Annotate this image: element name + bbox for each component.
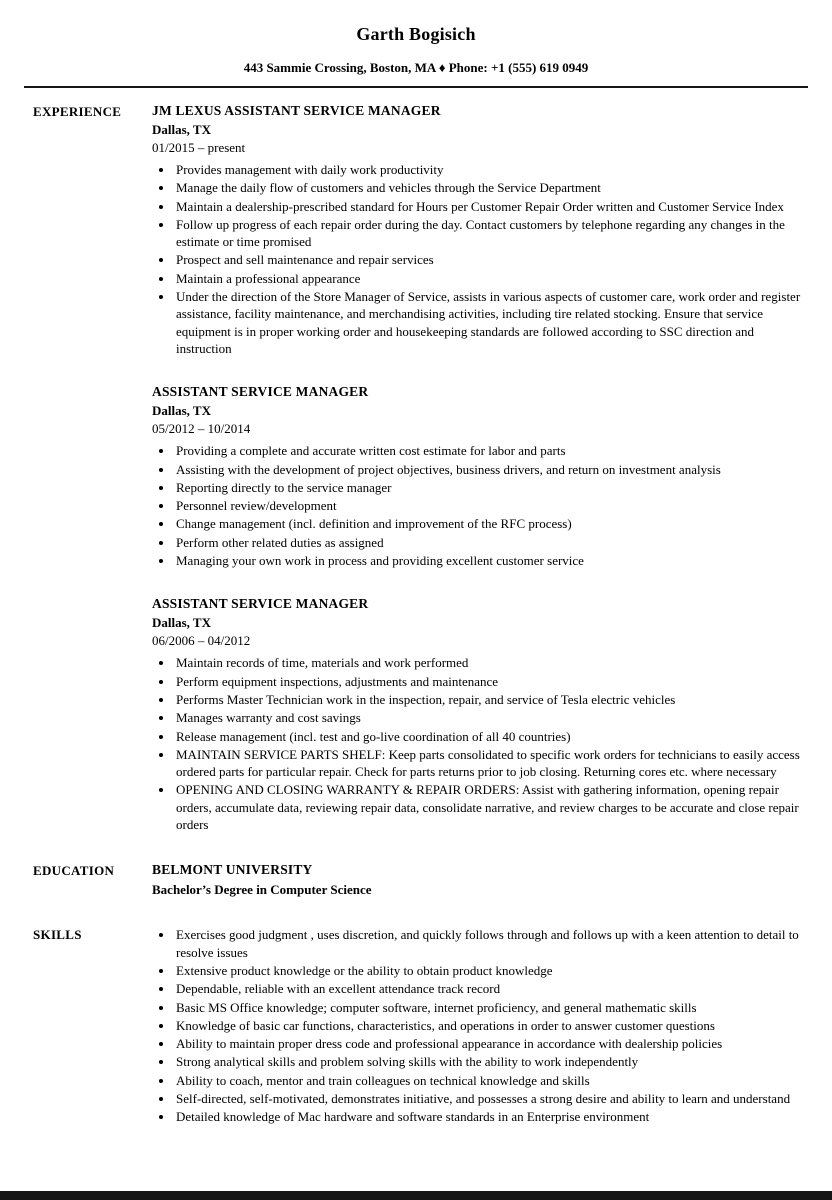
job-bullet-list (152, 654, 808, 833)
bullet-item: • Extensive product knowledge or the ability to obtain product knowledge (174, 962, 808, 979)
bullet-item: • Exercises good judgment , uses discretion, and quickly follows through and follows up with a keen attention to detail to resolve issues (174, 926, 808, 961)
job-title: ASSISTANT SERVICE MANAGER (152, 596, 369, 612)
bullet-item: • Maintain a professional appearance (174, 270, 808, 287)
section-label-education: EDUCATION (33, 863, 115, 879)
job-bullet-list (152, 442, 808, 569)
bullet-item: • Providing a complete and accurate written cost estimate for labor and parts (174, 442, 808, 459)
job-entry-3 (152, 596, 808, 833)
bullet-item: • Maintain a dealership-prescribed standard for Hours per Customer Repair Order written and Customer Service Index (174, 198, 808, 215)
section-experience (0, 103, 832, 834)
experience-content (152, 103, 808, 834)
bullet-item: • Ability to maintain proper dress code and professional appearance in accordance with dealership policies (174, 1035, 808, 1052)
section-label-experience: EXPERIENCE (33, 104, 122, 119)
bullet-item: • MAINTAIN SERVICE PARTS SHELF: Keep parts consolidated to specific work orders for technicians to easily access ordered parts for particular repair. Check for parts returns prior to job closing. Returning cores etc. where necessary (174, 746, 808, 781)
bullet-item: • Personnel review/development (174, 497, 808, 514)
bullet-item: • Basic MS Office knowledge; computer software, internet proficiency, and general mathematic skills (174, 999, 808, 1016)
bullet-item: • Dependable, reliable with an excellent attendance track record (174, 980, 808, 997)
bullet-item: • Assisting with the development of project objectives, business drivers, and return on investment analysis (174, 461, 808, 478)
bullet-item: • Knowledge of basic car functions, characteristics, and operations in order to answer customer questions (174, 1017, 808, 1034)
bullet-item: • Change management (incl. definition and improvement of the RFC process) (174, 515, 808, 532)
section-skills (0, 926, 832, 1126)
skills-bullet-list (152, 926, 808, 1125)
bullet-item: • Managing your own work in process and providing excellent customer service (174, 552, 808, 569)
job-dates: 05/2012 – 10/2014 (152, 421, 251, 437)
job-entry-1 (152, 103, 808, 357)
bullet-item: • Follow up progress of each repair order during the day. Contact customers by telephone regarding any changes in the estimate or time promised (174, 216, 808, 251)
bullet-item: • Maintain records of time, materials and work performed (174, 654, 808, 671)
job-dates: 06/2006 – 04/2012 (152, 633, 251, 649)
job-dates: 01/2015 – present (152, 140, 246, 155)
bullet-item: • Reporting directly to the service manager (174, 479, 808, 496)
bullet-item: • Release management (incl. test and go-live coordination of all 40 countries) (174, 728, 808, 745)
section-education (0, 862, 832, 898)
job-title: ASSISTANT SERVICE MANAGER (152, 384, 369, 400)
bullet-item: • Manages warranty and cost savings (174, 709, 808, 726)
job-location: Dallas, TX (152, 403, 211, 419)
education-degree: Bachelor’s Degree in Computer Science (152, 882, 372, 898)
bullet-item: • Detailed knowledge of Mac hardware and software standards in an Enterprise environment (174, 1108, 808, 1125)
bullet-item: • Strong analytical skills and problem solving skills with the ability to work independently (174, 1053, 808, 1070)
job-location: Dallas, TX (152, 122, 211, 137)
header-divider (24, 86, 808, 88)
person-name: Garth Bogisich (356, 24, 476, 44)
education-content (152, 862, 808, 898)
education-school: BELMONT UNIVERSITY (152, 862, 313, 878)
bullet-item: • Performs Master Technician work in the inspection, repair, and service of Tesla electric vehicles (174, 691, 808, 708)
bullet-item: • Under the direction of the Store Manager of Service, assists in various aspects of customer care, work order and register assistance, facility maintenance, and merchandising activities, including tire related stocking. Ensure that service equipment is in proper working order and housekeeping standards are followed according to SSC direction and instruction (174, 288, 808, 357)
job-location: Dallas, TX (152, 615, 211, 631)
bottom-bar (0, 1191, 832, 1200)
bullet-item: • Manage the daily flow of customers and vehicles through the Service Department (174, 179, 808, 196)
bullet-item: • Self-directed, self-motivated, demonstrates initiative, and possesses a strong desire and ability to learn and understand (174, 1090, 808, 1107)
bullet-item: • OPENING AND CLOSING WARRANTY & REPAIR ORDERS: Assist with gathering information, opening repair orders, accumulate data, reviewing repair data, consolidate narrative, and review charges to be accurate and close repair orders (174, 781, 808, 833)
job-bullet-list (152, 161, 808, 357)
bullet-item: • Perform other related duties as assigned (174, 534, 808, 551)
job-title: JM LEXUS ASSISTANT SERVICE MANAGER (152, 103, 441, 118)
bullet-item: • Provides management with daily work productivity (174, 161, 808, 178)
bullet-item: • Ability to coach, mentor and train colleagues on technical knowledge and skills (174, 1072, 808, 1089)
job-entry-2 (152, 384, 808, 569)
contact-line: 443 Sammie Crossing, Boston, MA ♦ Phone: +1 (555) 619 0949 (243, 60, 589, 75)
section-label-skills: SKILLS (33, 927, 82, 943)
resume-header (0, 0, 832, 88)
bullet-item: • Perform equipment inspections, adjustments and maintenance (174, 673, 808, 690)
bullet-item: • Prospect and sell maintenance and repair services (174, 251, 808, 268)
skills-content (152, 926, 808, 1126)
